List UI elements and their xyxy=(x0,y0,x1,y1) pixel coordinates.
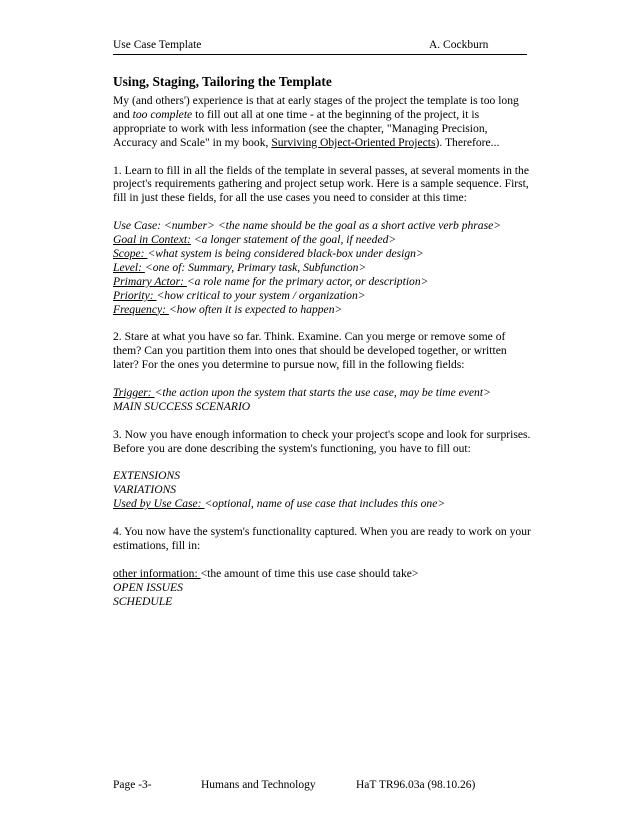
field-line xyxy=(113,289,531,303)
trigger-field xyxy=(113,386,531,400)
used-by-label: Used by Use Case: xyxy=(113,497,205,511)
field-desc: <a longer statement of the goal, if needed> xyxy=(190,233,397,247)
trigger-desc: <the action upon the system that starts the use case, may be time event> xyxy=(154,385,491,399)
page-header xyxy=(113,38,527,55)
step3-field-list xyxy=(113,469,531,511)
intro-text-1: My (and others') experience is that at early stages of the project the template is too long and xyxy=(113,94,519,121)
other-info-desc: <the amount of time this use case should take> xyxy=(200,566,419,580)
used-by-field xyxy=(113,497,531,511)
open-issues-field: OPEN ISSUES xyxy=(113,580,183,594)
field-line xyxy=(113,303,531,317)
intro-emphasis: too complete xyxy=(132,107,193,121)
step1-paragraph: 1. Learn to fill in all the fields of the template in several passes, at several moments in the project's requirements gathering and project setup work. Here is a sample sequence. First, fill in just these fields, for all the use cases you need to consider at this time: xyxy=(113,163,529,205)
other-info-field xyxy=(113,567,531,581)
field-label: Scope: xyxy=(113,246,148,260)
field-desc: <how often it is expected to happen> xyxy=(168,302,343,316)
field-desc: <how critical to your system / organization> xyxy=(156,288,366,302)
field-line xyxy=(113,261,531,275)
intro-text-3: ). Therefore... xyxy=(435,135,500,149)
step3-paragraph: 3. Now you have enough information to check your project's scope and look for surprises. Before you are done describing the system's functioning, you have to fill out: xyxy=(113,427,531,455)
main-success-scenario: MAIN SUCCESS SCENARIO xyxy=(113,399,251,413)
step1-field-list xyxy=(113,219,531,316)
field-desc: <a role name for the primary actor, or description> xyxy=(186,274,429,288)
other-info-label: other information: xyxy=(113,566,201,580)
field-desc: <one of: Summary, Primary task, Subfunction> xyxy=(144,260,367,274)
field-label: Level: xyxy=(113,260,145,274)
extensions-field: EXTENSIONS xyxy=(113,469,180,483)
schedule-field: SCHEDULE xyxy=(113,594,173,608)
header-author: A. Cockburn xyxy=(429,39,489,51)
field-label: Priority: xyxy=(113,288,157,302)
step2-paragraph: 2. Stare at what you have so far. Think. Examine. Can you merge or remove some of them? Can you partition them into ones that should be developed together, or written later? For the ones you determine to pursue now, fill in the following fields: xyxy=(113,330,507,372)
used-by-desc: <optional, name of use case that includes this one> xyxy=(204,497,446,511)
field-line xyxy=(113,233,531,247)
body-content xyxy=(113,74,531,622)
field-desc: <what system is being considered black-box under design> xyxy=(147,246,424,260)
step4-field-list xyxy=(113,567,531,609)
footer-page-number: Page -3- xyxy=(113,779,152,791)
variations-field: VARIATIONS xyxy=(113,483,177,497)
book-title: Surviving Object-Oriented Projects xyxy=(271,135,436,149)
field-label: Use Case: xyxy=(113,219,161,233)
field-label: Primary Actor: xyxy=(113,274,187,288)
footer-doc-id: HaT TR96.03a (98.10.26) xyxy=(356,779,476,791)
header-title: Use Case Template xyxy=(113,39,202,51)
step2-field-list xyxy=(113,386,531,414)
field-label: Goal in Context: xyxy=(113,233,191,247)
footer-title: Humans and Technology xyxy=(201,779,316,791)
section-title: Using, Staging, Tailoring the Template xyxy=(113,74,332,89)
field-line xyxy=(113,275,531,289)
field-line xyxy=(113,219,531,233)
field-line xyxy=(113,247,531,261)
field-desc: <number> <the name should be the goal as a short active verb phrase> xyxy=(160,219,502,233)
intro-text-2: to fill out all at one time - at the beginning of the project, it is appropriate to work with less information (see the chapter, "Managing Precision, Accuracy and Scale" in my book, xyxy=(113,107,488,149)
step4-paragraph: 4. You now have the system's functionality captured. When you are ready to work on your estimations, fill in: xyxy=(113,524,531,552)
trigger-label: Trigger: xyxy=(113,385,155,399)
intro-paragraph xyxy=(113,94,531,150)
field-label: Frequency: xyxy=(113,302,169,316)
